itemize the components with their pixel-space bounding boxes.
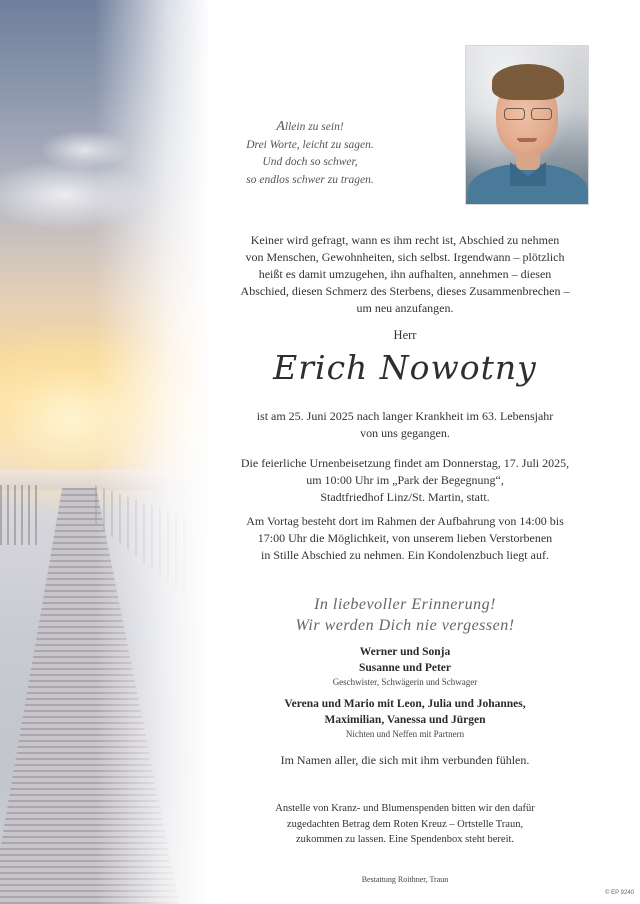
vigil-line: 17:00 Uhr die Möglichkeit, von unserem lieben Verstorbenen	[257, 531, 553, 545]
quote-line: Keiner wird gefragt, wann es ihm recht ist, Abschied zu nehmen	[250, 233, 560, 247]
remembrance-line: In liebevoller Erinnerung!	[314, 596, 496, 613]
closing-line: Im Namen aller, die sich mit ihm verbunden fühlen.	[280, 753, 530, 767]
quote-line: von Menschen, Gewohnheiten, sich selbst. Irgendwann – plötzlich	[245, 250, 565, 264]
farewell-quote	[215, 232, 595, 317]
family-group-nieces-nephews	[215, 696, 595, 741]
vigil-line: Am Vortag besteht dort im Rahmen der Aufbahrung von 14:00 bis	[246, 514, 564, 528]
family-names: Werner und Sonja	[359, 646, 451, 658]
quote-line: heißt es damit umzugehen, ihn aufhalten, annehmen – diesen	[258, 267, 552, 281]
death-notice-line: von uns gegangen.	[360, 426, 450, 440]
family-relation: Nichten und Neffen mit Partnern	[345, 729, 465, 739]
quote-line: Abschied, diesen Schmerz des Sterbens, dieses Zusammenbrechen –	[240, 284, 570, 298]
family-relation: Geschwister, Schwägerin und Schwager	[332, 677, 478, 687]
family-names: Maximilian, Vanessa und Jürgen	[324, 714, 486, 726]
hair	[492, 64, 564, 100]
poem-line: Drei Worte, leicht zu sagen.	[246, 138, 374, 151]
donation-line: zukommen zu lassen. Eine Spendenbox steht bereit.	[295, 834, 515, 845]
poem-initial: A	[276, 119, 285, 134]
glasses	[504, 108, 552, 120]
donation-request	[215, 801, 595, 848]
poem-line: llein zu sein!	[284, 121, 344, 133]
funeral-line: um 10:00 Uhr im „Park der Begegnung“,	[306, 473, 504, 487]
family-names: Susanne und Peter	[358, 662, 452, 674]
quote-line: um neu anzufangen.	[356, 301, 454, 315]
donation-line: Anstelle von Kranz- und Blumenspenden bitten wir den dafür	[275, 803, 535, 814]
vigil-line: in Stille Abschied zu nehmen. Ein Kondolenzbuch liegt auf.	[261, 548, 549, 562]
donation-line: zugedachten Betrag dem Roten Kreuz – Ortstelle Traun,	[286, 818, 524, 830]
vigil-info	[215, 513, 595, 564]
funeral-line: Stadtfriedhof Linz/St. Martin, statt.	[320, 490, 490, 504]
funeral-line: Die feierliche Urnenbeisetzung findet am Donnerstag, 17. Juli 2025,	[240, 456, 570, 470]
image-fade	[0, 0, 210, 904]
poem-line: so endlos schwer zu tragen.	[246, 173, 374, 186]
deceased-name: Erich Nowotny	[273, 348, 537, 387]
sunset-pier-image	[0, 0, 210, 904]
poem	[230, 118, 390, 189]
death-notice-line: ist am 25. Juni 2025 nach langer Krankheit im 63. Lebensjahr	[256, 409, 554, 423]
family-names: Verena und Mario mit Leon, Julia und Johannes,	[284, 698, 526, 710]
portrait-photo	[465, 45, 589, 205]
remembrance-text	[215, 594, 595, 636]
remembrance-line: Wir werden Dich nie vergessen!	[295, 617, 515, 634]
family-group-siblings	[215, 644, 595, 689]
print-code: © EP 9240	[605, 890, 634, 896]
undertaker-credit: Bestattung Roithner, Traun	[361, 875, 449, 884]
funeral-info	[215, 455, 595, 506]
death-notice	[215, 408, 595, 442]
poem-line: Und doch so schwer,	[262, 156, 358, 168]
salutation: Herr	[393, 328, 417, 342]
